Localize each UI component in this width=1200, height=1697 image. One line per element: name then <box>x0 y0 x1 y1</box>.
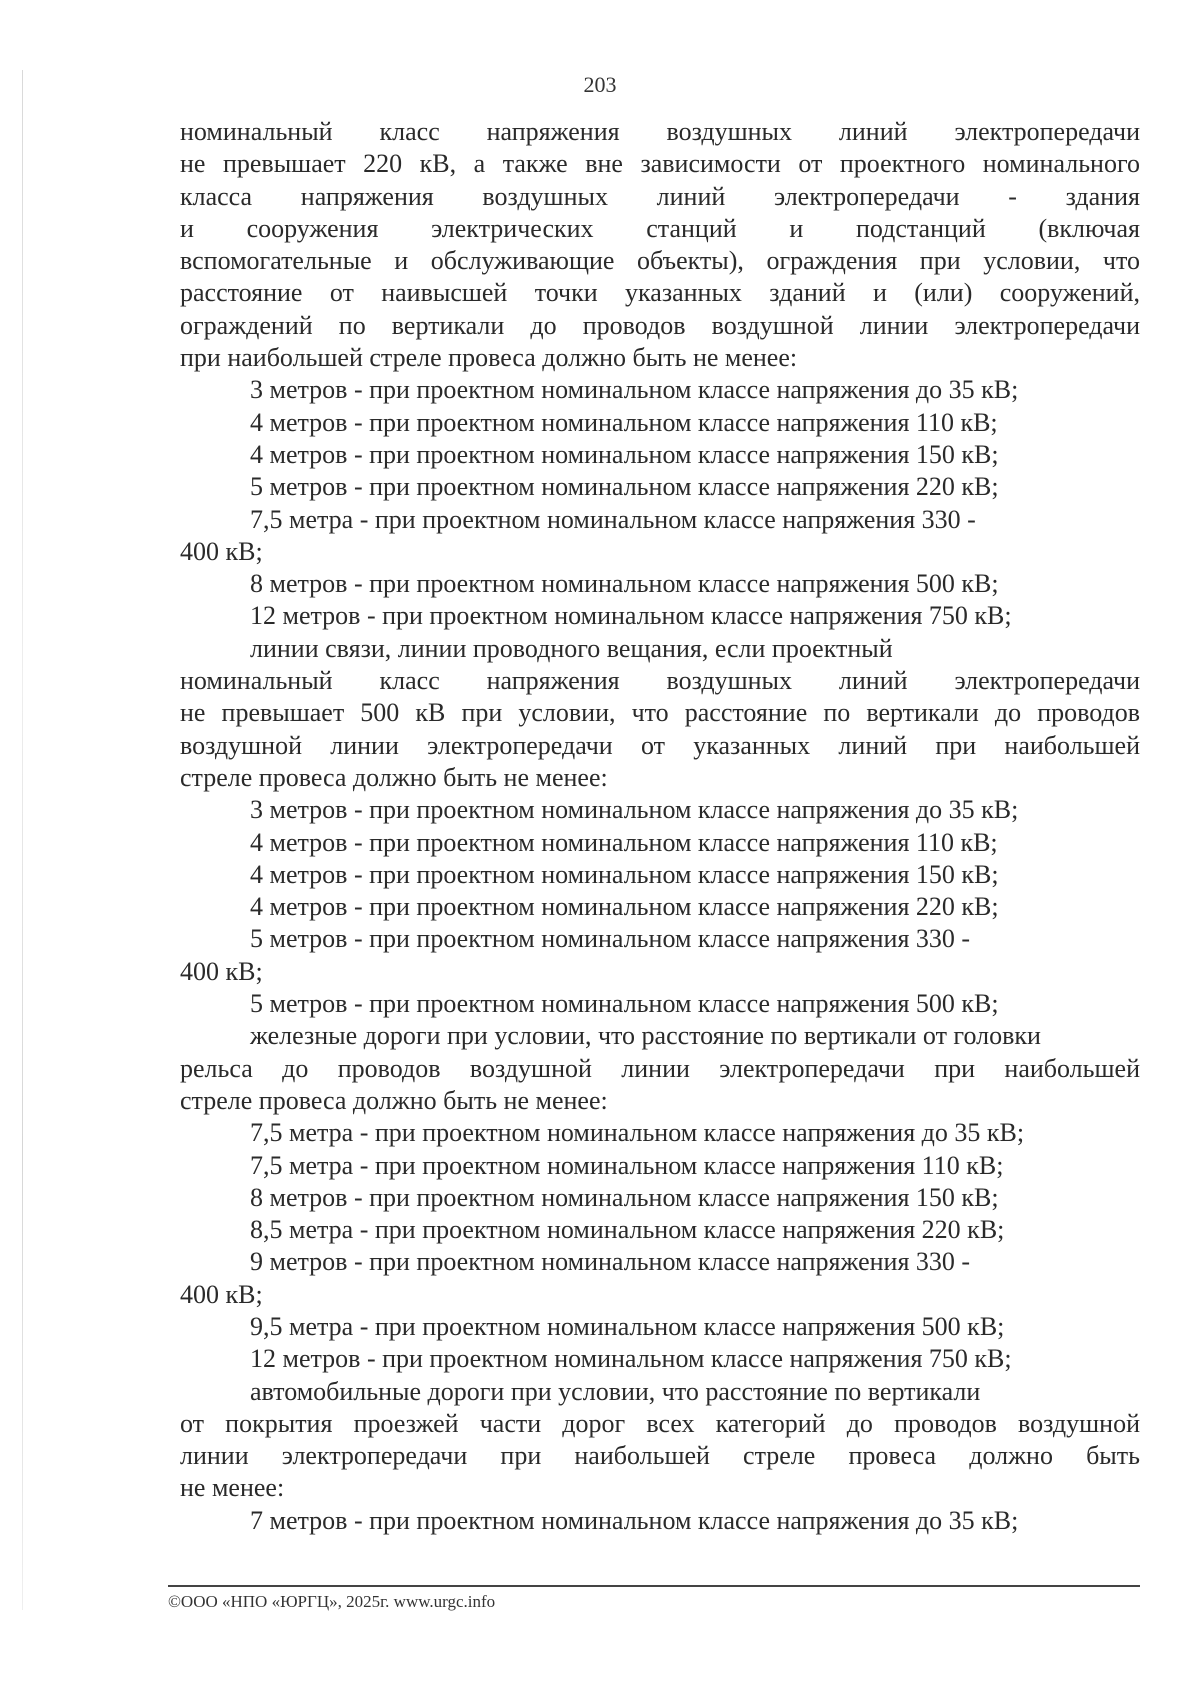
text-line: 400 кВ; <box>180 956 263 986</box>
text-line: при наибольшей стреле провеса должно быть не менее: <box>180 343 798 373</box>
text-line: 3 метров - при проектном номинальном классе напряжения до 35 кВ; <box>250 795 1019 825</box>
text-line: не менее: <box>180 1473 285 1503</box>
text-line: 8,5 метра - при проектном номинальном классе напряжения 220 кВ; <box>250 1215 1005 1245</box>
text-line: 7,5 метра - при проектном номинальном классе напряжения до 35 кВ; <box>250 1118 1025 1148</box>
text-line: линии связи, линии проводного вещания, если проектный <box>250 633 893 663</box>
text-line: 8 метров - при проектном номинальном классе напряжения 150 кВ; <box>250 1182 999 1212</box>
text-line: рельса до проводов воздушной линии электропередачи при наибольшей <box>180 1053 1140 1083</box>
text-line: 4 метров - при проектном номинальном классе напряжения 150 кВ; <box>250 859 999 889</box>
footer-divider <box>168 1585 1140 1587</box>
text-line: 4 метров - при проектном номинальном классе напряжения 110 кВ; <box>250 407 998 437</box>
text-line: автомобильные дороги при условии, что расстояние по вертикали <box>250 1376 981 1406</box>
text-line: 7 метров - при проектном номинальном классе напряжения до 35 кВ; <box>250 1505 1019 1535</box>
text-line: стреле провеса должно быть не менее: <box>180 762 608 792</box>
text-line: линии электропередачи при наибольшей стреле провеса должно быть <box>180 1441 1140 1471</box>
text-line: вспомогательные и обслуживающие объекты), ограждения при условии, что <box>180 246 1140 276</box>
text-line: номинальный класс напряжения воздушных линий электропередачи <box>180 117 1140 146</box>
text-line: воздушной линии электропередачи от указанных линий при наибольшей <box>180 730 1140 760</box>
text-line: ограждений по вертикали до проводов воздушной линии электропередачи <box>180 310 1140 340</box>
text-line: номинальный класс напряжения воздушных линий электропередачи <box>180 666 1140 696</box>
text-line: 5 метров - при проектном номинальном классе напряжения 500 кВ; <box>250 989 999 1019</box>
text-line: и сооружения электрических станций и подстанций (включая <box>180 213 1140 243</box>
text-line: класса напряжения воздушных линий электропередачи - здания <box>180 181 1140 211</box>
text-line: 12 метров - при проектном номинальном классе напряжения 750 кВ; <box>250 1344 1012 1374</box>
text-line: 400 кВ; <box>180 1279 263 1309</box>
text-line: расстояние от наивысшей точки указанных зданий и (или) сооружений, <box>180 278 1140 308</box>
scan-edge-line <box>22 70 23 1610</box>
text-line: железные дороги при условии, что расстояние по вертикали от головки <box>250 1021 1041 1051</box>
text-line: 12 метров - при проектном номинальном классе напряжения 750 кВ; <box>250 601 1012 631</box>
page-number: 203 <box>583 72 617 97</box>
text-line: 5 метров - при проектном номинальном классе напряжения 220 кВ; <box>250 472 999 502</box>
text-line: 7,5 метра - при проектном номинальном классе напряжения 330 - <box>250 504 976 534</box>
text-line: 4 метров - при проектном номинальном классе напряжения 150 кВ; <box>250 439 999 469</box>
text-line: 9,5 метра - при проектном номинальном классе напряжения 500 кВ; <box>250 1311 1005 1341</box>
text-line: 4 метров - при проектном номинальном классе напряжения 220 кВ; <box>250 892 999 922</box>
document-body <box>180 116 1140 1537</box>
text-line: 3 метров - при проектном номинальном классе напряжения до 35 кВ; <box>250 375 1019 405</box>
text-line: 8 метров - при проектном номинальном классе напряжения 500 кВ; <box>250 569 999 599</box>
text-line: 9 метров - при проектном номинальном классе напряжения 330 - <box>250 1247 971 1277</box>
text-line: 5 метров - при проектном номинальном классе напряжения 330 - <box>250 924 971 954</box>
text-line: 400 кВ; <box>180 536 263 566</box>
text-line: не превышает 220 кВ, а также вне зависимости от проектного номинального <box>180 149 1140 179</box>
text-line: стреле провеса должно быть не менее: <box>180 1085 608 1115</box>
text-line: от покрытия проезжей части дорог всех категорий до проводов воздушной <box>180 1408 1140 1438</box>
text-line: не превышает 500 кВ при условии, что расстояние по вертикали до проводов <box>180 698 1140 728</box>
footer-copyright: ©ООО «НПО «ЮРГЦ», 2025г. www.urgc.info <box>168 1592 496 1611</box>
text-line: 4 метров - при проектном номинальном классе напряжения 110 кВ; <box>250 827 998 857</box>
text-line: 7,5 метра - при проектном номинальном классе напряжения 110 кВ; <box>250 1150 1004 1180</box>
